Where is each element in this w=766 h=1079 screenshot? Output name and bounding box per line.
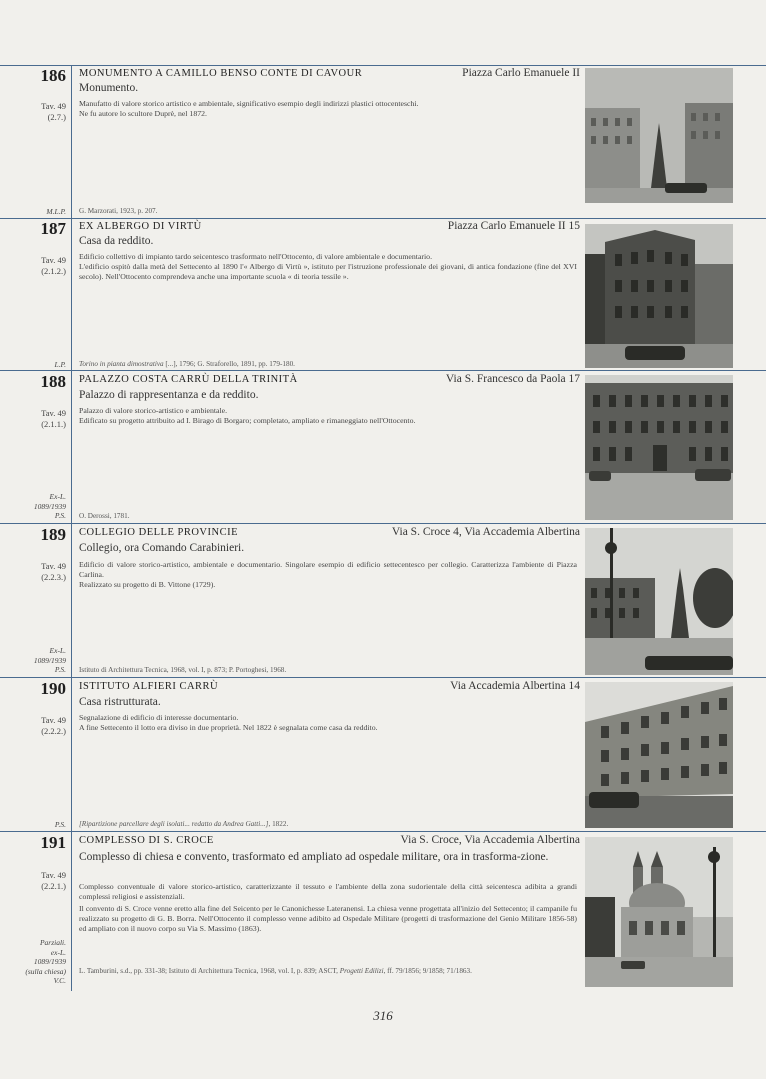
reference-text: L. Tamburini, s.d., pp. 331-38; Istituto di Architettura Tecnica, 1968, vol. I, p. 839; ASCT, (79, 967, 340, 975)
divider (0, 218, 766, 219)
margin-note: L.P. (54, 360, 66, 369)
margin-line: 1089/1939 (33, 957, 66, 966)
column-rule (71, 831, 72, 991)
margin-line: ex-L. (50, 947, 66, 957)
entry-title: PALAZZO COSTA CARRÙ DELLA TRINITÀ (79, 374, 298, 385)
entry-subtitle: Casa da reddito. (79, 235, 154, 247)
margin-line: V.C. (53, 976, 66, 985)
entry-number: 189 (40, 525, 66, 544)
margin-line: (sulla chiesa) (25, 966, 66, 976)
entry-description (79, 99, 577, 119)
bibliography: G. Marzorati, 1923, p. 207. (79, 207, 158, 215)
desc-paragraph: Ne fu autore lo scultore Duprè, nel 1872. (79, 109, 207, 118)
desc-paragraph: L'edificio ospitò dalla metà del Settecento al 1890 l'« Albergo di Virtù », istituto per l'istruzione professionale dei giovani, di antica fondazione (fine del XVI secolo). Nell'Ottocento comprendeva anche una importante scuola « di teoria tessile ». (79, 262, 577, 281)
photo-istituto (585, 682, 733, 828)
divider (0, 65, 766, 66)
reference-text: , 1822. (268, 820, 289, 828)
zone-code: (2.1.1.) (41, 419, 66, 429)
column-rule (71, 218, 72, 370)
entry-address: Via Accademia Albertina 14 (450, 680, 580, 692)
zone-code: (2.1.2.) (41, 266, 66, 276)
reference-italic: [Ripartizione parcellare degli isolati... redatto da Andrea Gatti...] (79, 820, 269, 828)
bibliography (79, 360, 577, 370)
entry-subtitle: Collegio, ora Comando Carabinieri. (79, 542, 245, 554)
tav-ref: Tav. 49 (41, 408, 66, 418)
entry-subtitle: Complesso di chiesa e convento, trasformato ed ampliato ad ospedale militare, ora in trasforma-zione. (79, 851, 549, 863)
divider (0, 677, 766, 678)
entry-number: 186 (40, 66, 66, 85)
margin-note (0, 938, 66, 986)
margin-line: Ex-L. (49, 492, 66, 501)
divider (0, 831, 766, 832)
entry-address: Via S. Francesco da Paola 17 (445, 373, 580, 385)
margin-note (0, 646, 66, 675)
zone-code: (2.7.) (47, 112, 66, 122)
tav-ref: Tav. 49 (41, 101, 66, 111)
desc-paragraph: Palazzo di valore storico-artistico e ambientale. (79, 406, 228, 415)
bibliography (79, 820, 577, 830)
bibliography: O. Derossi, 1781. (79, 512, 130, 520)
reference-text: [...], 1796; G. Straforello, 1891, pp. 179-180. (163, 360, 295, 368)
entry-description (79, 252, 577, 282)
desc-paragraph: Realizzato su progetto di B. Vittone (1729). (79, 580, 216, 589)
bibliography (79, 967, 577, 977)
entry-address: Piazza Carlo Emanuele II 15 (447, 220, 580, 232)
margin-note: M.L.P. (46, 207, 66, 216)
margin-line: P.S. (54, 665, 66, 674)
margin-line: P.S. (54, 511, 66, 520)
entry-description (79, 560, 577, 590)
entry-title: ISTITUTO ALFIERI CARRÙ (79, 681, 219, 692)
entry-address: Via S. Croce, Via Accademia Albertina (400, 834, 580, 846)
photo-palazzo (585, 375, 733, 520)
entry-title: MONUMENTO A CAMILLO BENSO CONTE DI CAVOUR (79, 68, 363, 79)
column-rule (71, 370, 72, 523)
entry-subtitle: Casa ristrutturata. (79, 696, 161, 708)
margin-line: 1089/1939 (33, 501, 66, 511)
entry-address: Piazza Carlo Emanuele II (462, 67, 580, 79)
desc-paragraph: A fine Settecento il lotto era diviso in due proprietà. Nel 1822 è segnalata come casa da reddito. (79, 723, 378, 732)
margin-line: 1089/1939 (33, 655, 66, 665)
photo-monument (585, 68, 733, 203)
margin-note (0, 492, 66, 521)
zone-code: (2.2.2.) (41, 726, 66, 736)
desc-paragraph: Edificio di valore storico-artistico, ambientale e documentario. Singolare esempio di edificio settecentesco per collegio. Caratterizza l'ambiente di Piazza Carlina. (79, 560, 577, 579)
column-rule (71, 523, 72, 677)
zone-code: (2.2.3.) (41, 572, 66, 582)
reference-italic: Torino in pianta dimostrativa (79, 360, 164, 368)
entry-description (79, 882, 577, 934)
page-number: 316 (373, 1008, 393, 1023)
photo-santa-croce (585, 837, 733, 987)
entry-description (79, 713, 577, 733)
reference-italic: Progetti Edilizi (339, 967, 384, 975)
column-rule (71, 65, 72, 218)
tav-ref: Tav. 49 (41, 715, 66, 725)
divider (0, 523, 766, 524)
desc-paragraph: Segnalazione di edificio di interesse documentario. (79, 713, 239, 722)
entry-subtitle: Monumento. (79, 82, 139, 94)
bibliography: Istituto di Architettura Tecnica, 1968, vol. I, p. 873; P. Portoghesi, 1968. (79, 666, 287, 674)
entry-title: EX ALBERGO DI VIRTÙ (79, 221, 202, 232)
entry-title: COLLEGIO DELLE PROVINCIE (79, 527, 238, 538)
tav-ref: Tav. 49 (41, 255, 66, 265)
entry-title: COMPLESSO DI S. CROCE (79, 835, 214, 846)
entry-number: 191 (40, 833, 66, 852)
desc-paragraph: Edificio collettivo di impianto tardo seicentesco trasformato nell'Ottocento, di valore ambientale e documentario. (79, 252, 433, 261)
tav-ref: Tav. 49 (41, 870, 66, 880)
photo-albergo (585, 224, 733, 368)
entry-description (79, 406, 577, 426)
desc-paragraph: Il convento di S. Croce venne eretto alla fine del Seicento per le Canonichesse Lateranensi. La chiesa venne progettata all'inizio del Settecento; il campanile fu realizzato su progetto di G. B. Borra. Nell'Ottocento il complesso venne adibito ad Ospedale Militare (progetti di trasformazione del Genio Militare 1856-58) ed ampliato con il nuovo corpo su Via S. Massimo (1863). (79, 904, 577, 933)
margin-line: Parziali. (39, 938, 66, 947)
desc-paragraph: Manufatto di valore storico artistico e ambientale, significativo esempio degli indirizzi plastici ottocenteschi. (79, 99, 419, 108)
desc-paragraph: Edificato su progetto attribuito ad I. Birago di Borgaro; completato, ampliato e rimaneggiato nell'Ottocento. (79, 416, 416, 425)
photo-collegio (585, 528, 733, 675)
entry-subtitle: Palazzo di rappresentanza e da reddito. (79, 389, 259, 401)
divider (0, 370, 766, 371)
entry-number: 190 (40, 679, 66, 698)
column-rule (71, 677, 72, 831)
margin-note: P.S. (54, 820, 66, 829)
entry-address: Via S. Croce 4, Via Accademia Albertina (391, 526, 580, 538)
entry-number: 187 (40, 219, 66, 238)
zone-code: (2.2.1.) (41, 881, 66, 891)
margin-line: Ex-L. (49, 646, 66, 655)
desc-paragraph: Complesso conventuale di valore storico-artistico, caratterizzante il tessuto e l'ambiente della zona sudorientale della città seicentesca adibita a grandi complessi religiosi e assistenziali. (79, 882, 577, 901)
entry-number: 188 (40, 372, 66, 391)
reference-tail: , ff. 79/1856; 9/1858; 71/1863. (383, 967, 472, 975)
tav-ref: Tav. 49 (41, 561, 66, 571)
